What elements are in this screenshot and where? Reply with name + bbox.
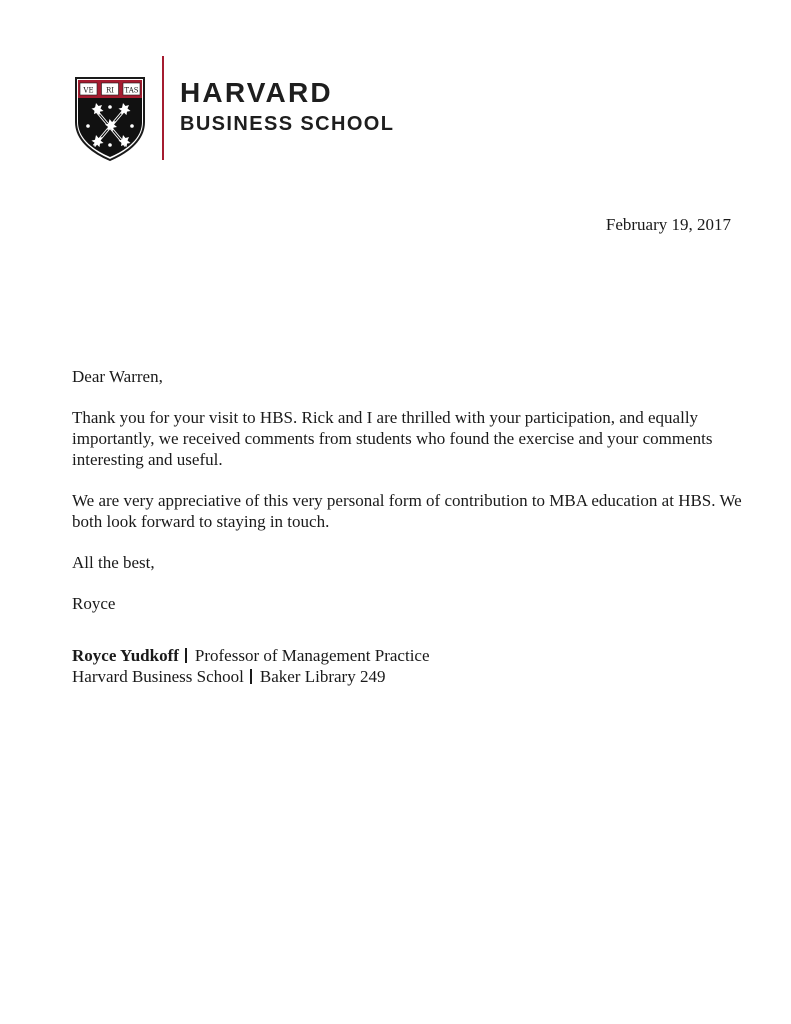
separator-bar	[250, 669, 252, 684]
signature-title: Professor of Management Practice	[194, 646, 430, 665]
signature-office: Baker Library 249	[259, 667, 386, 686]
letterhead-divider	[162, 56, 164, 160]
salutation: Dear Warren,	[72, 367, 163, 386]
signature-name: Royce Yudkoff	[72, 646, 179, 665]
separator-bar	[185, 648, 187, 663]
paragraph-2: We are very appreciative of this very personal form of contribution to MBA education at HBS. We both look forward to staying in touch.	[72, 491, 742, 531]
wordmark-business-school: BUSINESS SCHOOL	[180, 113, 395, 135]
shield-motto-3: TAS	[124, 86, 139, 95]
hbs-wordmark	[180, 78, 394, 137]
hbs-shield-logo	[74, 76, 146, 162]
wordmark-harvard: HARVARD	[180, 77, 333, 108]
signature-institution: Harvard Business School	[72, 667, 244, 686]
letter-date: February 19, 2017	[605, 215, 731, 234]
letter-body	[72, 366, 752, 687]
closing: All the best,	[72, 553, 155, 572]
signature-block	[72, 645, 752, 687]
shield-motto-2: RI	[105, 86, 115, 95]
signature-line-2	[72, 666, 752, 687]
shield-motto-1: VE	[83, 86, 94, 95]
paragraph-1: Thank you for your visit to HBS. Rick and I are thrilled with your participation, and equally importantly, we received comments from students who found the exercise and your comments interesting and useful.	[72, 408, 713, 469]
signoff: Royce	[72, 594, 116, 613]
letterhead	[74, 56, 474, 166]
signature-line-1	[72, 645, 752, 666]
